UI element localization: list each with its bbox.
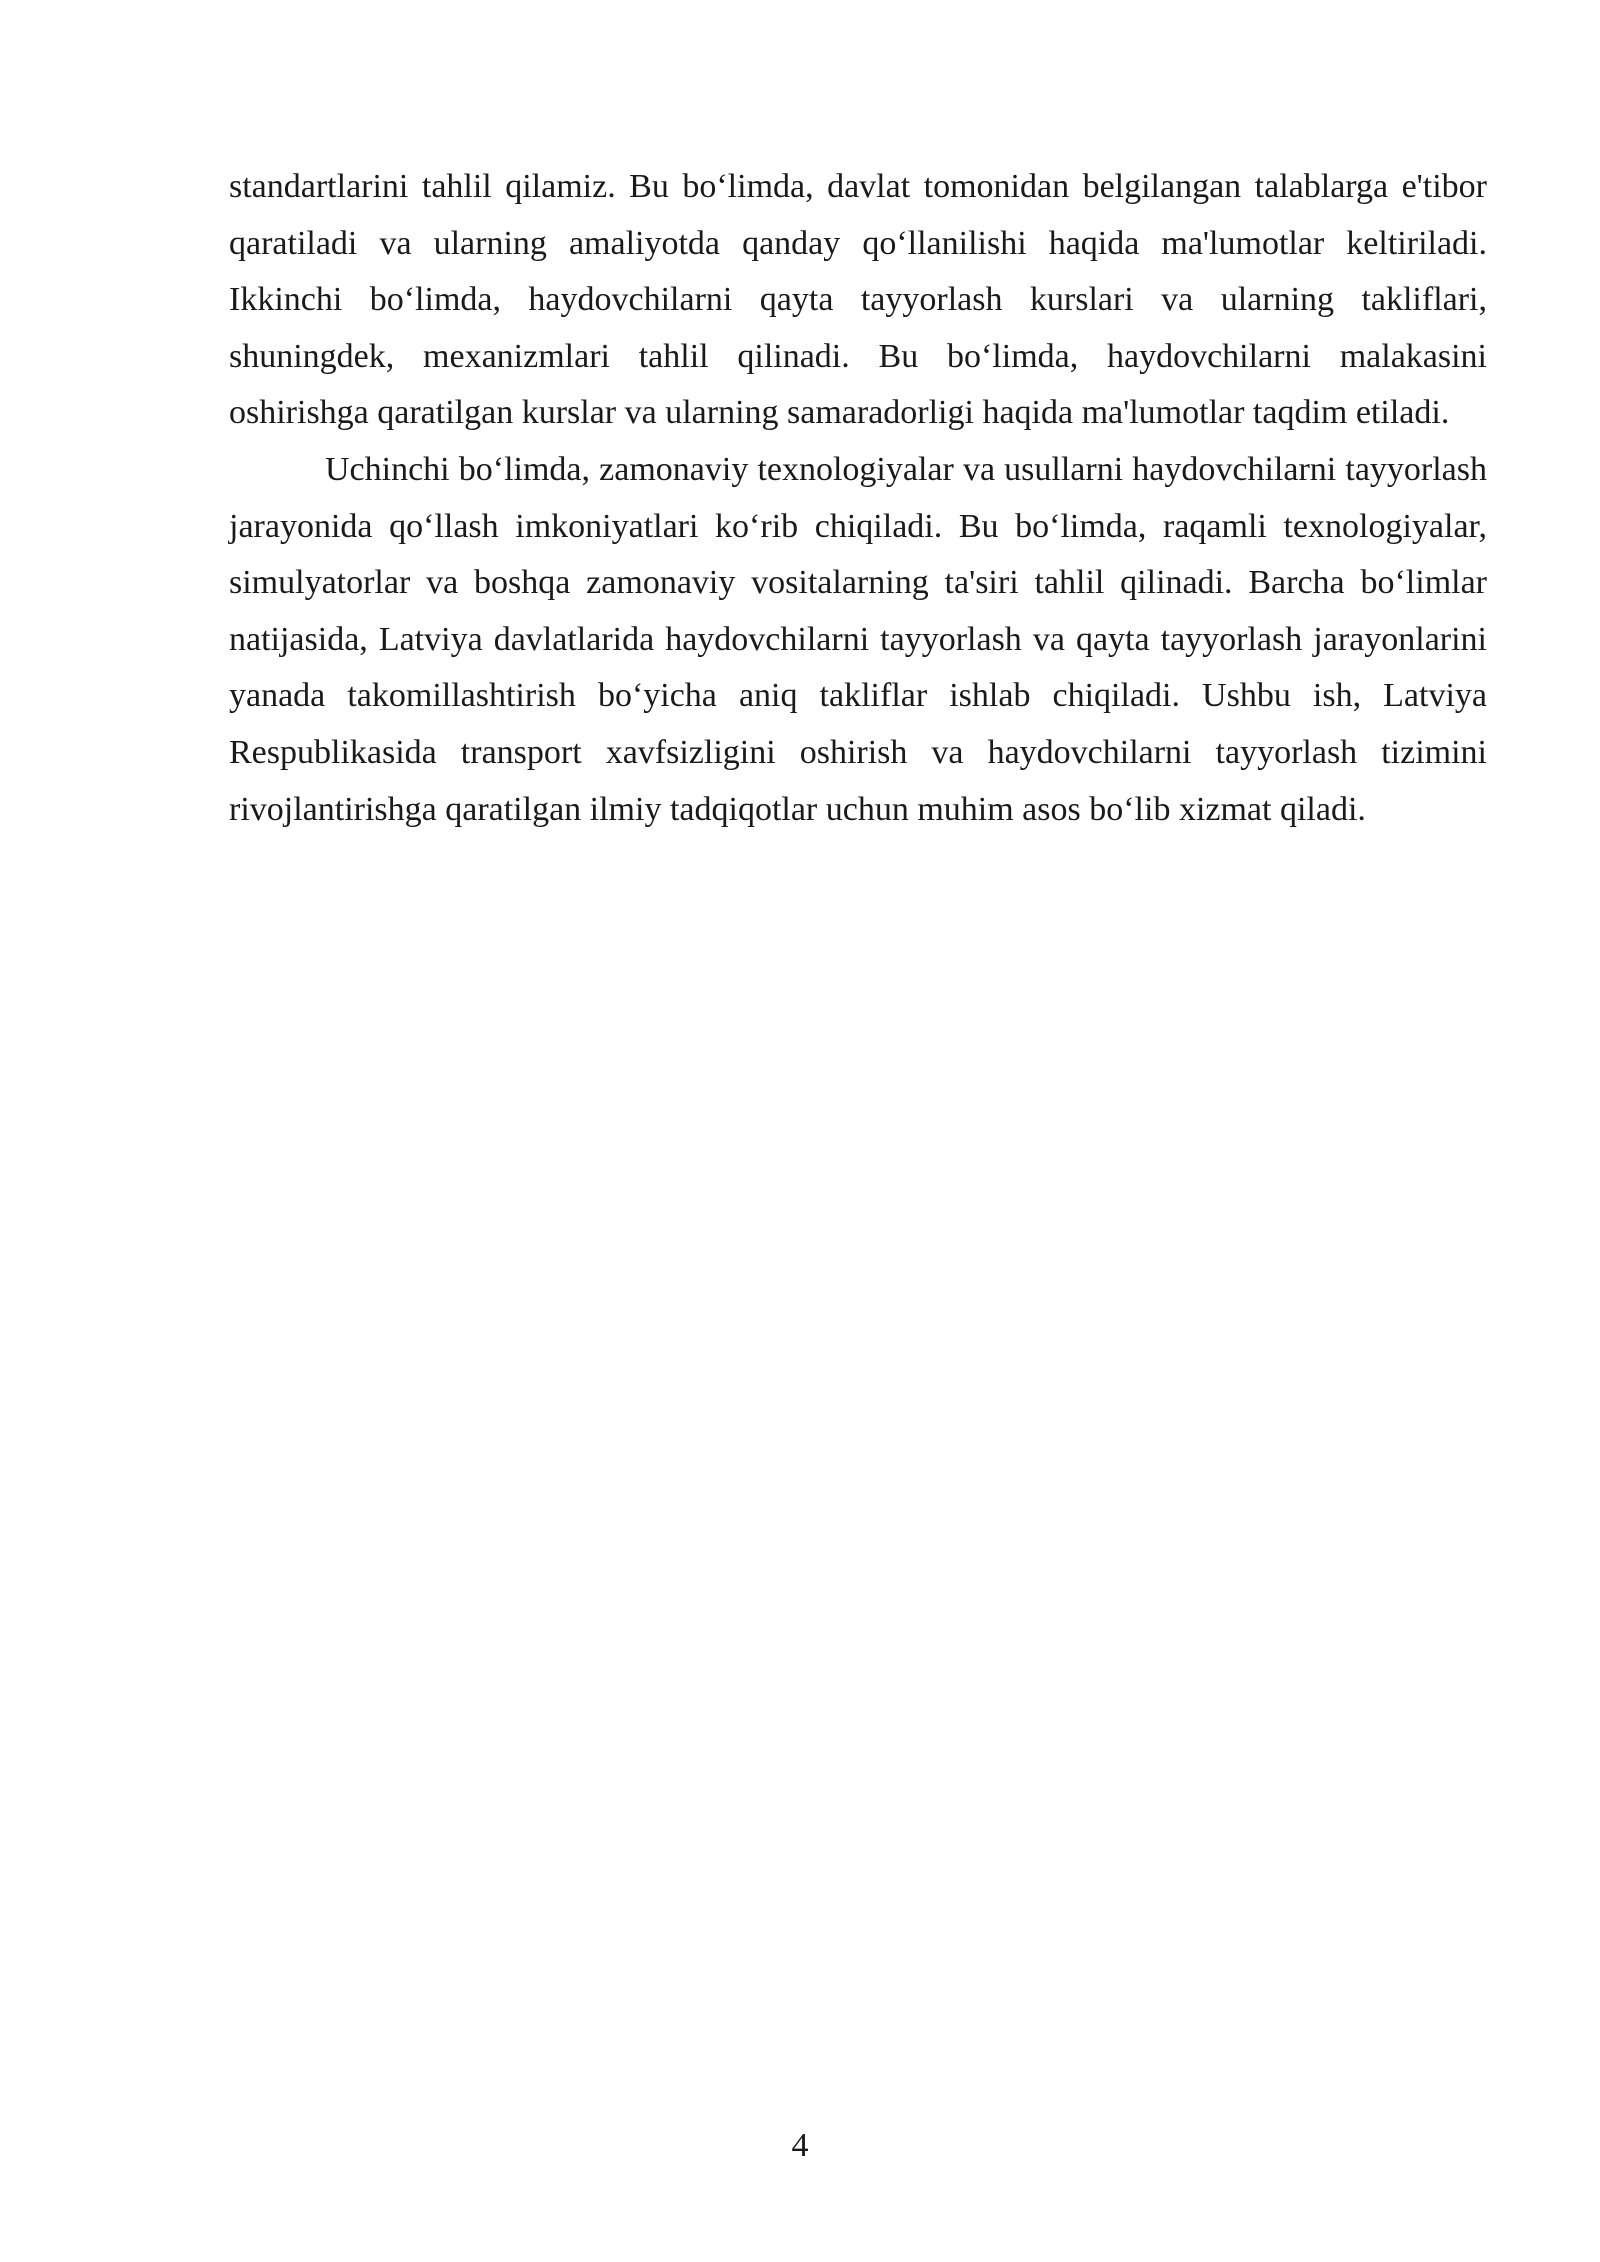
- paragraph-third-section: Uchinchi bo‘limda, zamonaviy texnologiyalar va usullarni haydovchilarni tayyorlash jarayonida qo‘llash imkoniyatlari ko‘rib chiqiladi. Bu bo‘limda, raqamli texnologiyalar, simulyatorlar va boshqa zamonaviy vositalarning ta'siri tahlil qilinadi. Barcha bo‘limlar natijasida, Latviya davlatlarida haydovchilarni tayyorlash va qayta tayyorlash jarayonlarini yanada takomillashtirish bo‘yicha aniq takliflar ishlab chiqiladi. Ushbu ish, Latviya Respublikasida transport xavfsizligini oshirish va haydovchilarni tayyorlash tizimini rivojlantirishga qaratilgan ilmiy tadqiqotlar uchun muhim asos bo‘lib xizmat qiladi.: [229, 450, 1487, 828]
- page-number: 4: [791, 2127, 809, 2164]
- body-text: [229, 159, 1487, 838]
- paragraph-continuation: standartlarini tahlil qilamiz. Bu bo‘limda, davlat tomonidan belgilangan talablarga e'tibor qaratiladi va ularning amaliyotda qanday qo‘llanilishi haqida ma'lumotlar keltiriladi. Ikkinchi bo‘limda, haydovchilarni qayta tayyorlash kurslari va ularning takliflari, shuningdek, mexanizmlari tahlil qilinadi. Bu bo‘limda, haydovchilarni malakasini oshirishga qaratilgan kurslar va ularning samaradorligi haqida ma'lumotlar taqdim etiladi.: [229, 168, 1487, 432]
